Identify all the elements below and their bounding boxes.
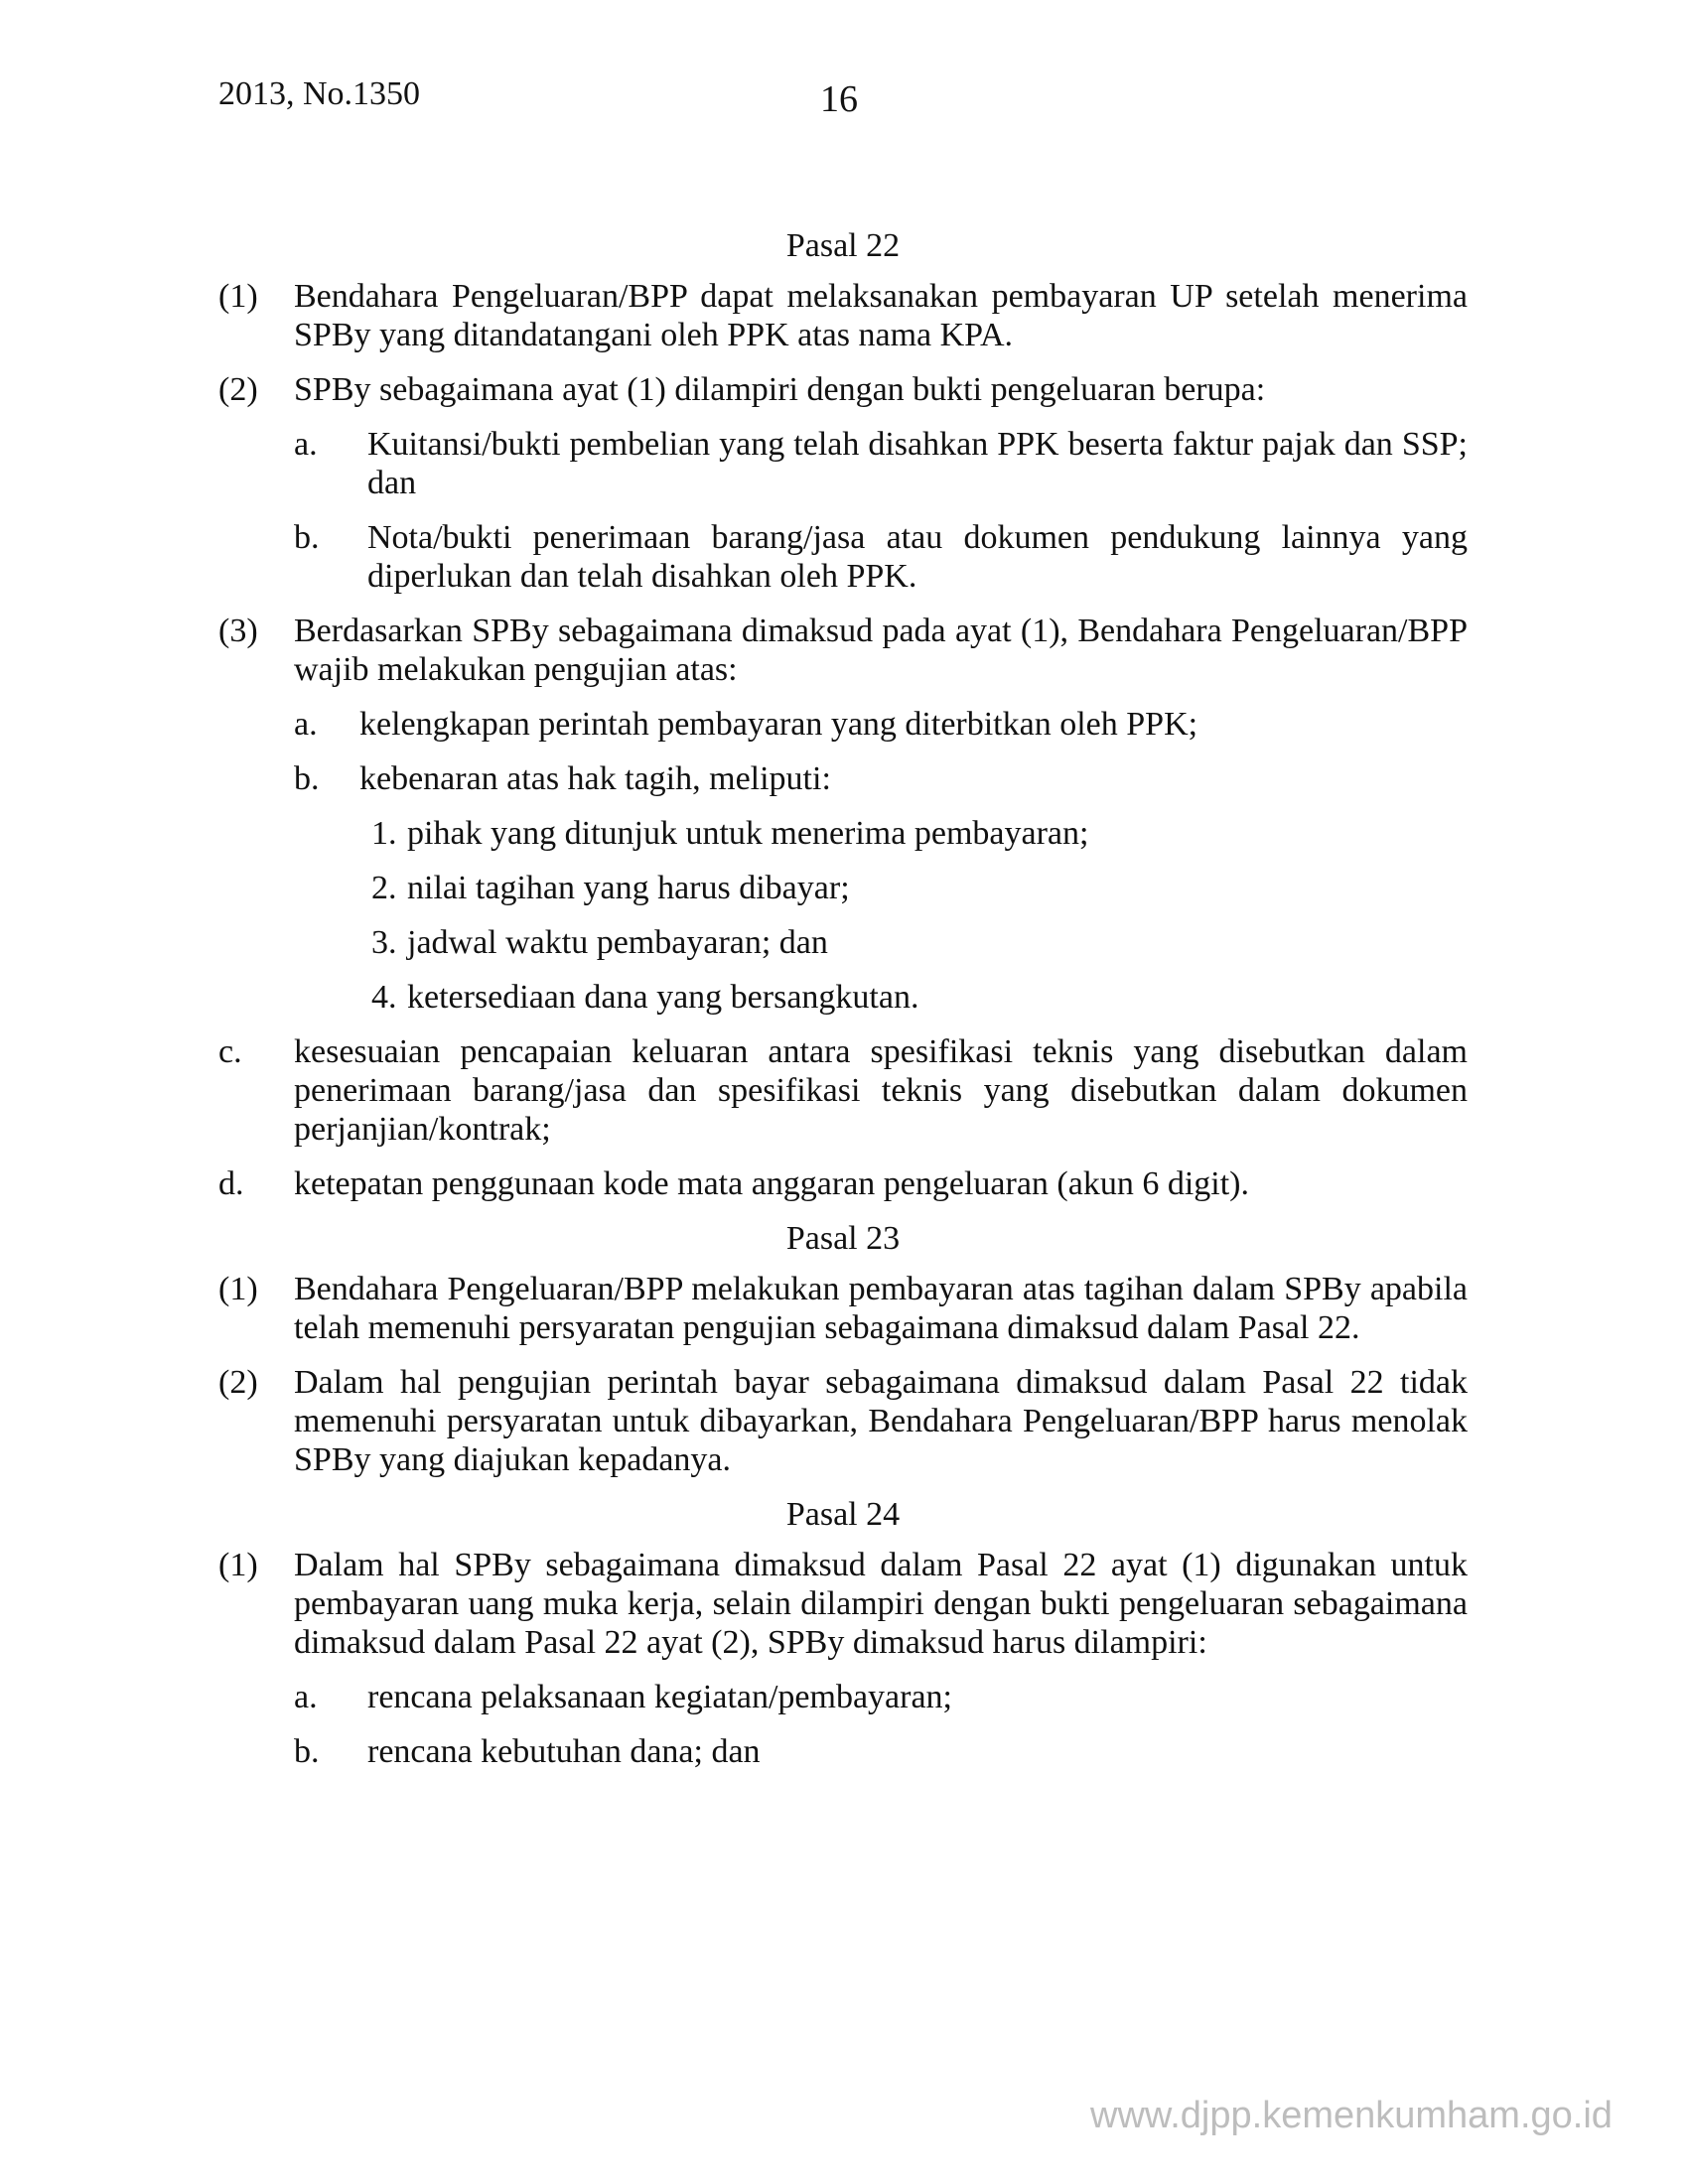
ayat-number: (3) [218, 613, 258, 649]
subitem-text: pihak yang ditunjuk untuk menerima pembayaran; [407, 815, 1089, 852]
item-letter: a. [294, 706, 318, 743]
pasal-22-ayat-3 [218, 612, 1468, 689]
ayat-text: Bendahara Pengeluaran/BPP dapat melaksanakan pembayaran UP setelah menerima SPBy yang ditandatangani oleh PPK atas nama KPA. [294, 278, 1468, 353]
item-letter: a. [294, 1679, 318, 1715]
item-letter: a. [294, 426, 318, 463]
pasal-22-ayat-3-item-a [294, 705, 1468, 744]
document-body [218, 226, 1468, 1787]
subitem-number: 4. [371, 979, 397, 1016]
pasal-22-ayat-2 [218, 370, 1468, 409]
ayat-text: SPBy sebagaimana ayat (1) dilampiri dengan bukti pengeluaran berupa: [294, 371, 1266, 408]
item-text: kebenaran atas hak tagih, meliputi: [359, 760, 831, 797]
pasal-23-ayat-2 [218, 1363, 1468, 1479]
pasal-23-title: Pasal 23 [785, 1220, 901, 1257]
pasal-22-ayat-3-item-b [294, 759, 1468, 798]
pasal-22-ayat-3-item-c [218, 1032, 1468, 1149]
item-text: rencana pelaksanaan kegiatan/pembayaran; [367, 1679, 953, 1715]
pasal-22-ayat-2-item-b [294, 518, 1468, 596]
ayat-number: (1) [218, 278, 258, 315]
pasal-24-ayat-1-item-b [294, 1732, 1468, 1771]
document-reference: 2013, No.1350 [218, 75, 421, 112]
pasal-22-subitem-1 [371, 814, 1468, 853]
pasal-22-ayat-2-item-a [294, 425, 1468, 502]
item-text: ketepatan penggunaan kode mata anggaran pengeluaran (akun 6 digit). [294, 1165, 1249, 1202]
item-text: Nota/bukti penerimaan barang/jasa atau dokumen pendukung lainnya yang diperlukan dan telah disahkan oleh PPK. [367, 519, 1468, 595]
subitem-text: nilai tagihan yang harus dibayar; [407, 870, 850, 906]
item-text: rencana kebutuhan dana; dan [367, 1733, 761, 1770]
ayat-text: Berdasarkan SPBy sebagaimana dimaksud pada ayat (1), Bendahara Pengeluaran/BPP wajib melakukan pengujian atas: [294, 613, 1468, 688]
ayat-number: (1) [218, 1547, 258, 1583]
item-text: Kuitansi/bukti pembelian yang telah disahkan PPK beserta faktur pajak dan SSP; dan [367, 426, 1468, 501]
subitem-number: 3. [371, 924, 397, 961]
subitem-number: 1. [371, 815, 397, 852]
subitem-text: ketersediaan dana yang bersangkutan. [407, 979, 919, 1016]
ayat-text: Dalam hal SPBy sebagaimana dimaksud dalam Pasal 22 ayat (1) digunakan untuk pembayaran uang muka kerja, selain dilampiri dengan bukti pengeluaran sebagaimana dimaksud dalam Pasal 22 ayat (2), SPBy dimaksud harus dilampiri: [294, 1547, 1468, 1661]
ayat-number: (2) [218, 1364, 258, 1401]
pasal-23-ayat-1 [218, 1270, 1468, 1347]
pasal-22-subitem-2 [371, 869, 1468, 907]
pasal-22-subitem-4 [371, 978, 1468, 1017]
item-text: kelengkapan perintah pembayaran yang diterbitkan oleh PPK; [359, 706, 1198, 743]
ayat-number: (1) [218, 1271, 258, 1307]
subitem-number: 2. [371, 870, 397, 906]
ayat-text: Bendahara Pengeluaran/BPP melakukan pembayaran atas tagihan dalam SPBy apabila telah memenuhi persyaratan pengujian sebagaimana dimaksud dalam Pasal 22. [294, 1271, 1468, 1346]
item-letter: c. [218, 1033, 242, 1070]
subitem-text: jadwal waktu pembayaran; dan [407, 924, 828, 961]
source-watermark: www.djpp.kemenkumham.go.id [1090, 2095, 1613, 2136]
ayat-number: (2) [218, 371, 258, 408]
page-number: 16 [820, 78, 858, 120]
pasal-24-ayat-1 [218, 1546, 1468, 1662]
pasal-22-subitem-3 [371, 923, 1468, 962]
item-letter: d. [218, 1165, 244, 1202]
pasal-24-ayat-1-item-a [294, 1678, 1468, 1716]
item-text: kesesuaian pencapaian keluaran antara spesifikasi teknis yang disebutkan dalam penerimaan barang/jasa dan spesifikasi teknis yang disebutkan dalam dokumen perjanjian/kontrak; [294, 1033, 1468, 1148]
item-letter: b. [294, 760, 320, 797]
pasal-22-title: Pasal 22 [785, 227, 901, 264]
pasal-24-title: Pasal 24 [785, 1496, 901, 1533]
item-letter: b. [294, 1733, 320, 1770]
item-letter: b. [294, 519, 320, 556]
pasal-22-ayat-1 [218, 277, 1468, 354]
ayat-text: Dalam hal pengujian perintah bayar sebagaimana dimaksud dalam Pasal 22 tidak memenuhi persyaratan untuk dibayarkan, Bendahara Pengeluaran/BPP harus menolak SPBy yang diajukan kepadanya. [294, 1364, 1468, 1478]
pasal-22-ayat-3-item-d [218, 1164, 1468, 1203]
